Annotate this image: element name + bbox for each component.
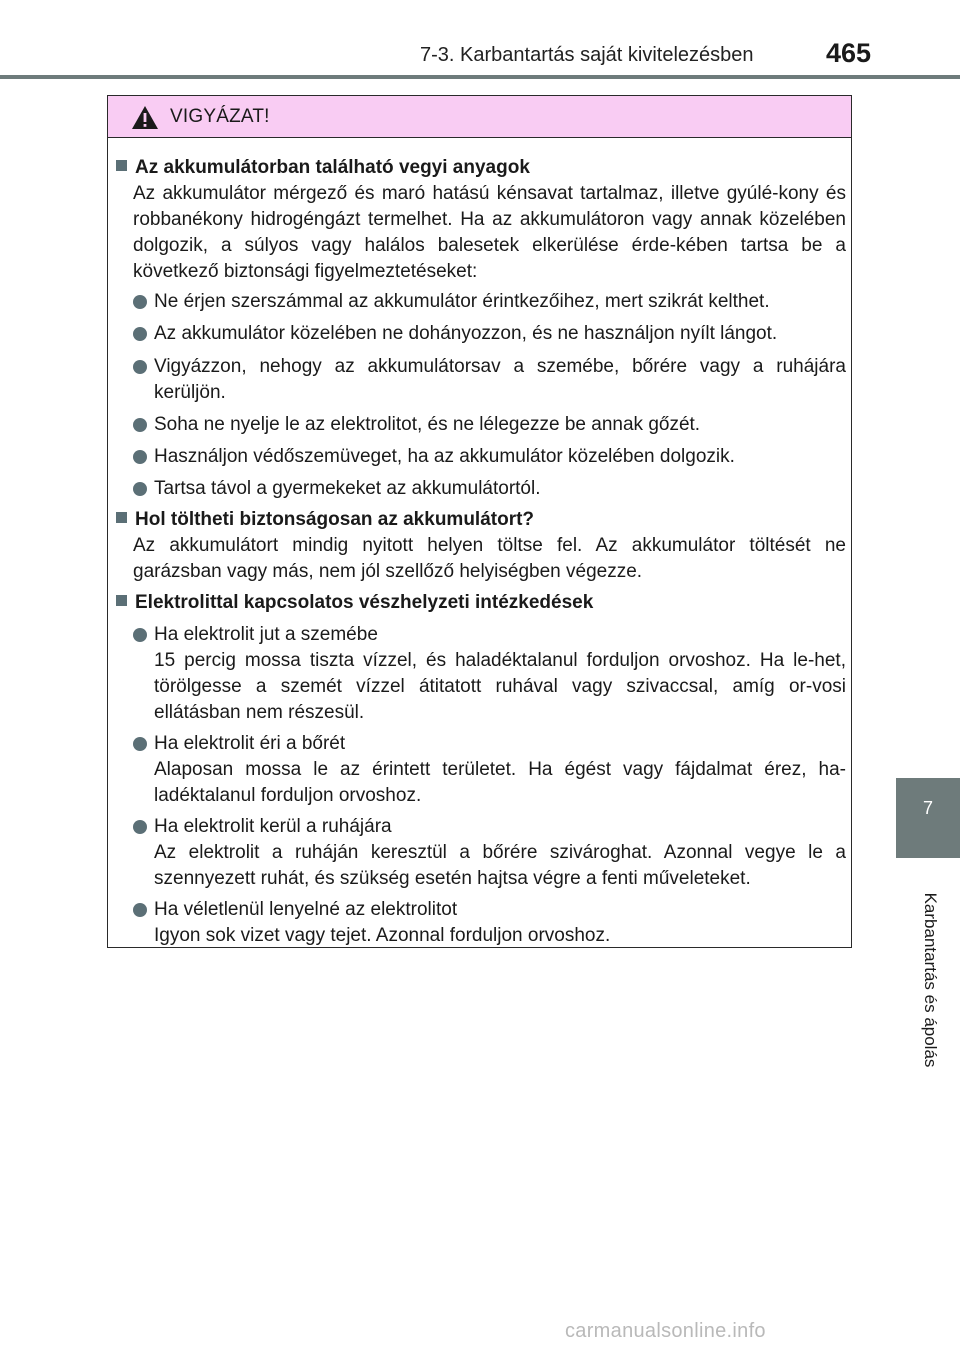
chapter-label: Karbantartás és ápolás [921, 892, 940, 1068]
list-item: Ha véletlenül lenyelné az elektrolitot Igyon sok vizet vagy tejet. Azonnal forduljon orvoshoz. [133, 897, 846, 949]
list-item: Ha elektrolit kerül a ruhájára Az elektrolit a ruháján keresztül a bőrére szivároghat. Azonnal vegye le a szennyezett ruhát, és szükség esetén hajtsa végre a fenti műveleteket. [133, 814, 846, 892]
caution-title: VIGYÁZAT! [170, 106, 270, 127]
section-heading: Az akkumulátorban található vegyi anyagok [116, 155, 846, 181]
list-item: Tartsa távol a gyermekeket az akkumulátortól. [133, 476, 846, 502]
list-item: Az akkumulátor közelében ne dohányozzon, és ne használjon nyílt lángot. [133, 321, 846, 347]
round-bullet-icon [133, 820, 147, 834]
round-bullet-icon [133, 628, 147, 642]
section-heading: Hol töltheti biztonságosan az akkumulátort? [116, 507, 846, 533]
list-item: Vigyázzon, nehogy az akkumulátorsav a szemébe, bőrére vagy a ruhájára kerüljön. [133, 354, 846, 406]
list-item: Ha elektrolit éri a bőrét Alaposan mossa le az érintett területet. Ha égést vagy fájdalmat érez, ha-ladéktalanul forduljon orvoshoz. [133, 731, 846, 809]
chapter-number: 7 [922, 798, 933, 818]
section-intro: Az akkumulátort mindig nyitott helyen töltse fel. Az akkumulátor töltését ne garázsban vagy más, nem jól szellőző helyiségben végezze. [133, 535, 846, 582]
watermark: carmanualsonline.info [565, 1320, 766, 1342]
list-item: Soha ne nyelje le az elektrolitot, és ne lélegezze be annak gőzét. [133, 412, 846, 438]
round-bullet-icon [133, 450, 147, 464]
section-heading: Elektrolittal kapcsolatos vészhelyzeti intézkedések [116, 590, 846, 616]
section-intro: Az akkumulátor mérgező és maró hatású kénsavat tartalmaz, illetve gyúlé-kony és robbanékony hidrogéngázt termelhet. Ha az akkumulátoron vagy annak közelében dolgozik, a súlyos vagy halálos balesetek elkerülése érde-kében tartsa be a következő biztonsági figyelmeztetéseket: [133, 183, 846, 282]
header-rule [0, 75, 960, 79]
caution-header [108, 96, 851, 138]
round-bullet-icon [133, 482, 147, 496]
warning-triangle-icon [131, 105, 159, 130]
list-item: Ne érjen szerszámmal az akkumulátor érintkezőihez, mert szikrát kelthet. [133, 289, 846, 315]
chapter-tab [896, 778, 960, 858]
round-bullet-icon [133, 903, 147, 917]
square-bullet-icon [116, 512, 127, 523]
round-bullet-icon [133, 418, 147, 432]
section-title: 7-3. Karbantartás saját kivitelezésben [420, 44, 754, 66]
list-item: Használjon védőszemüveget, ha az akkumulátor közelében dolgozik. [133, 444, 846, 470]
page-number: 465 [826, 38, 872, 68]
list-item: Ha elektrolit jut a szemébe 15 percig mossa tiszta vízzel, és haladéktalanul forduljon orvoshoz. Ha le-het, törölgesse a szemét vízzel átitatott ruhával vagy szivaccsal, amíg or-vosi ellátásban nem részesül. [133, 622, 846, 726]
square-bullet-icon [116, 595, 127, 606]
round-bullet-icon [133, 295, 147, 309]
round-bullet-icon [133, 737, 147, 751]
round-bullet-icon [133, 360, 147, 374]
square-bullet-icon [116, 160, 127, 171]
caution-box [107, 95, 852, 948]
round-bullet-icon [133, 327, 147, 341]
